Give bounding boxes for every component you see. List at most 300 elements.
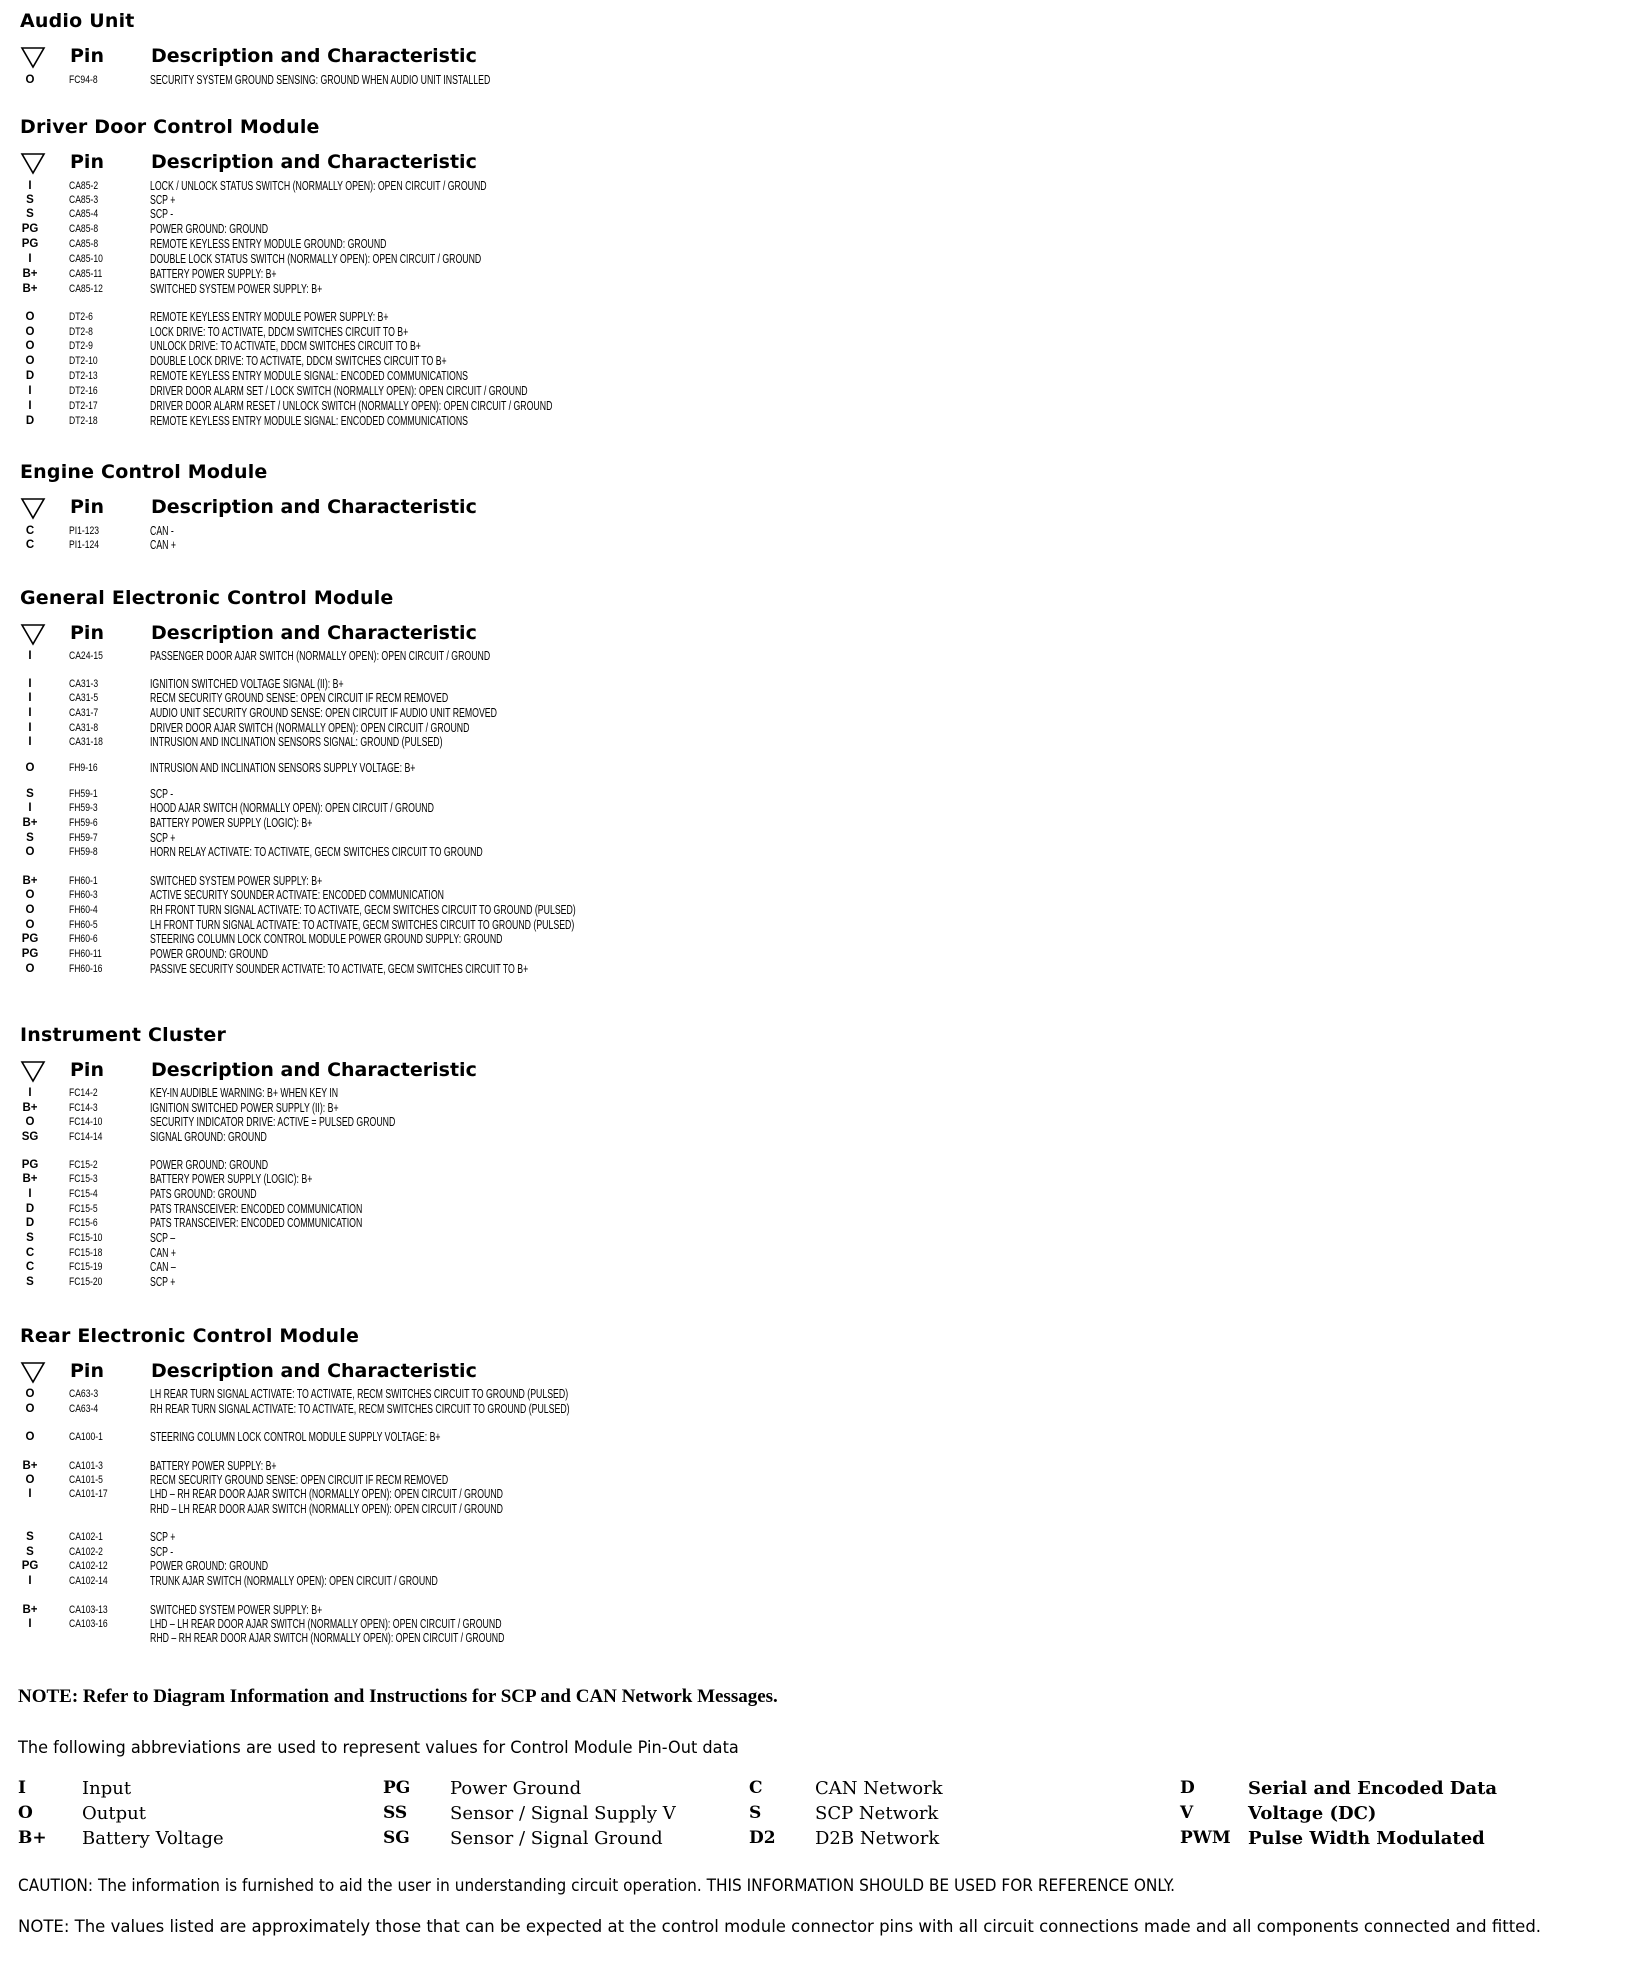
pin-id: FC15-4	[69, 1188, 98, 1200]
pin-id: DT2-16	[69, 385, 98, 397]
pin-row	[0, 845, 820, 860]
pin-id: FH59-7	[69, 832, 98, 844]
pin-id: CA102-2	[69, 1546, 103, 1558]
signal-type-code: O	[25, 355, 35, 367]
pin-row	[0, 1158, 820, 1173]
signal-type-code: PG	[21, 933, 39, 945]
pin-description: SECURITY SYSTEM GROUND SENSING: GROUND WHEN AUDIO UNIT INSTALLED	[150, 73, 491, 87]
pin-row	[0, 1086, 820, 1101]
signal-type-code: I	[28, 253, 32, 265]
pin-row	[0, 1187, 820, 1202]
pin-id: CA63-3	[69, 1388, 99, 1400]
pin-id: PI1-124	[69, 539, 100, 551]
module-title: General Electronic Control Module	[20, 587, 394, 609]
pin-id: CA102-14	[69, 1575, 108, 1587]
pin-row	[0, 831, 820, 846]
signal-type-code: S	[26, 832, 34, 844]
pin-description: RH FRONT TURN SIGNAL ACTIVATE: TO ACTIVATE, GECM SWITCHES CIRCUIT TO GROUND (PULSED)	[150, 903, 576, 917]
pin-description: CAN +	[150, 538, 177, 552]
signal-type-code: O	[25, 904, 35, 916]
signal-type-code: PG	[21, 238, 39, 250]
pin-row	[0, 706, 820, 721]
pin-description: LOCK DRIVE: TO ACTIVATE, DDCM SWITCHES CIRCUIT TO B+	[150, 325, 409, 339]
pin-row	[0, 1115, 820, 1130]
pin-id: CA85-10	[69, 253, 103, 265]
pin-row	[0, 691, 820, 706]
pin-description: INTRUSION AND INCLINATION SENSORS SIGNAL: GROUND (PULSED)	[150, 735, 443, 749]
direction-triangle-icon	[20, 45, 46, 69]
pin-id: FC15-18	[69, 1247, 103, 1259]
module-title: Engine Control Module	[20, 461, 268, 483]
pin-description: RHD – RH REAR DOOR AJAR SWITCH (NORMALLY OPEN): OPEN CIRCUIT / GROUND	[150, 1631, 505, 1645]
signal-type-code: O	[25, 340, 35, 352]
signal-type-code: I	[28, 1488, 32, 1500]
module-title: Instrument Cluster	[20, 1024, 227, 1046]
pin-row	[0, 1172, 820, 1187]
pin-description: UNLOCK DRIVE: TO ACTIVATE, DDCM SWITCHES CIRCUIT TO B+	[150, 339, 421, 353]
pin-row	[0, 524, 820, 539]
pin-id: FC14-10	[69, 1116, 103, 1128]
legend-label: CAN Network	[815, 1778, 943, 1799]
pin-id: DT2-8	[69, 326, 93, 338]
pin-id: DT2-18	[69, 415, 98, 427]
pin-id: CA31-8	[69, 722, 99, 734]
pin-description: IGNITION SWITCHED POWER SUPPLY (II): B+	[150, 1101, 339, 1115]
pin-description: POWER GROUND: GROUND	[150, 222, 269, 236]
pin-description: RH REAR TURN SIGNAL ACTIVATE: TO ACTIVATE, RECM SWITCHES CIRCUIT TO GROUND (PULSED)	[150, 1402, 570, 1416]
pin-description: SWITCHED SYSTEM POWER SUPPLY: B+	[150, 1603, 323, 1617]
legend-label: Pulse Width Modulated	[1248, 1828, 1485, 1849]
pin-description: HOOD AJAR SWITCH (NORMALLY OPEN): OPEN CIRCUIT / GROUND	[150, 801, 434, 815]
direction-triangle-icon	[20, 1360, 46, 1384]
pin-row	[0, 1545, 820, 1560]
pin-id: FH59-3	[69, 802, 98, 814]
pin-description: SCP –	[150, 1231, 176, 1245]
description-column-header: Description and Characteristic	[151, 1360, 477, 1382]
pin-description: PASSIVE SECURITY SOUNDER ACTIVATE: TO ACTIVATE, GECM SWITCHES CIRCUIT TO B+	[150, 962, 529, 976]
pin-id: PI1-123	[69, 525, 100, 537]
pin-id: CA85-4	[69, 208, 99, 220]
pin-description: REMOTE KEYLESS ENTRY MODULE POWER SUPPLY: B+	[150, 310, 389, 324]
pin-row	[0, 1487, 820, 1502]
signal-type-code: C	[25, 525, 35, 537]
signal-type-code: C	[25, 1261, 35, 1273]
pin-id: DT2-17	[69, 400, 98, 412]
signal-type-code: S	[26, 788, 34, 800]
pin-row	[0, 538, 820, 553]
signal-type-code: PG	[21, 223, 39, 235]
abbreviation-legend	[0, 1778, 1632, 1858]
pin-description: ACTIVE SECURITY SOUNDER ACTIVATE: ENCODED COMMUNICATION	[150, 888, 444, 902]
pin-description: RHD – LH REAR DOOR AJAR SWITCH (NORMALLY OPEN): OPEN CIRCUIT / GROUND	[150, 1502, 503, 1516]
signal-type-code: O	[25, 74, 35, 86]
pin-row	[0, 1275, 820, 1290]
pin-row	[0, 179, 820, 194]
pin-description: RECM SECURITY GROUND SENSE: OPEN CIRCUIT IF RECM REMOVED	[150, 691, 449, 705]
pin-row	[0, 1231, 820, 1246]
pin-row	[0, 325, 820, 340]
legend-code: PG	[383, 1778, 411, 1798]
pin-row	[0, 1430, 820, 1445]
pin-description: LHD – RH REAR DOOR AJAR SWITCH (NORMALLY OPEN): OPEN CIRCUIT / GROUND	[150, 1487, 503, 1501]
signal-type-code: S	[26, 1531, 34, 1543]
pin-id: FC14-14	[69, 1131, 103, 1143]
pin-description: SCP +	[150, 1275, 176, 1289]
legend-label: Voltage (DC)	[1248, 1803, 1377, 1824]
signal-type-code: O	[25, 846, 35, 858]
signal-type-code: O	[25, 919, 35, 931]
legend-label: Sensor / Signal Ground	[450, 1828, 663, 1849]
pin-column-header: Pin	[70, 1360, 104, 1382]
pin-id: FH59-6	[69, 817, 98, 829]
pin-row	[0, 1260, 820, 1275]
signal-type-code: B+	[22, 817, 38, 829]
pin-id: CA85-12	[69, 283, 103, 295]
pin-row	[0, 1402, 820, 1417]
pin-row	[0, 384, 820, 399]
signal-type-code: I	[28, 180, 32, 192]
direction-triangle-icon	[20, 1059, 46, 1083]
pin-column-header: Pin	[70, 622, 104, 644]
pin-description: BATTERY POWER SUPPLY (LOGIC): B+	[150, 816, 313, 830]
pin-row	[0, 1617, 820, 1632]
pin-description: KEY-IN AUDIBLE WARNING: B+ WHEN KEY IN	[150, 1086, 339, 1100]
pin-description: STEERING COLUMN LOCK CONTROL MODULE POWER GROUND SUPPLY: GROUND	[150, 932, 503, 946]
pin-id: FH60-3	[69, 889, 98, 901]
signal-type-code: I	[28, 692, 32, 704]
pin-row	[0, 354, 820, 369]
pin-description: PATS GROUND: GROUND	[150, 1187, 257, 1201]
pin-row	[0, 1502, 820, 1517]
pin-column-header: Pin	[70, 496, 104, 518]
signal-type-code: I	[28, 802, 32, 814]
pin-row	[0, 787, 820, 802]
pin-row	[0, 932, 820, 947]
pin-id: FC15-6	[69, 1217, 98, 1229]
pin-row	[0, 1387, 820, 1402]
module-title: Audio Unit	[20, 10, 135, 32]
legend-code: SS	[383, 1803, 408, 1823]
signal-type-code: S	[26, 194, 34, 206]
pin-id: FH59-8	[69, 846, 98, 858]
pin-id: CA101-17	[69, 1488, 108, 1500]
signal-type-code: D	[25, 1217, 35, 1229]
pin-description: LH FRONT TURN SIGNAL ACTIVATE: TO ACTIVATE, GECM SWITCHES CIRCUIT TO GROUND (PULSED)	[150, 918, 575, 932]
signal-type-code: I	[28, 678, 32, 690]
pin-id: CA31-18	[69, 736, 103, 748]
pin-description: DRIVER DOOR AJAR SWITCH (NORMALLY OPEN): OPEN CIRCUIT / GROUND	[150, 721, 470, 735]
caution-note: CAUTION: The information is furnished to aid the user in understanding circuit operation. THIS INFORMATION SHOULD BE USED FOR REFERENCE ONLY.	[18, 1876, 1176, 1895]
pin-id: DT2-6	[69, 311, 93, 323]
signal-type-code: B+	[22, 283, 38, 295]
pin-row	[0, 677, 820, 692]
signal-type-code: I	[28, 736, 32, 748]
legend-code: I	[18, 1778, 26, 1798]
pin-description: IGNITION SWITCHED VOLTAGE SIGNAL (II): B+	[150, 677, 344, 691]
signal-type-code: S	[26, 1276, 34, 1288]
description-column-header: Description and Characteristic	[151, 151, 477, 173]
column-header	[0, 621, 800, 651]
direction-triangle-icon	[20, 622, 46, 646]
signal-type-code: D	[25, 370, 35, 382]
pin-description: RECM SECURITY GROUND SENSE: OPEN CIRCUIT IF RECM REMOVED	[150, 1473, 449, 1487]
pin-description: AUDIO UNIT SECURITY GROUND SENSE: OPEN CIRCUIT IF AUDIO UNIT REMOVED	[150, 706, 497, 720]
signal-type-code: I	[28, 707, 32, 719]
pin-id: FC94-8	[69, 74, 98, 86]
pin-description: SECURITY INDICATOR DRIVE: ACTIVE = PULSED GROUND	[150, 1115, 396, 1129]
column-header	[0, 150, 800, 180]
pin-description: SCP -	[150, 787, 174, 801]
pin-id: DT2-10	[69, 355, 98, 367]
pin-id: CA102-12	[69, 1560, 108, 1572]
pin-row	[0, 252, 820, 267]
signal-type-code: S	[26, 1546, 34, 1558]
column-header	[0, 1359, 800, 1389]
pin-column-header: Pin	[70, 45, 104, 67]
pin-description: STEERING COLUMN LOCK CONTROL MODULE SUPPLY VOLTAGE: B+	[150, 1430, 441, 1444]
pin-description: SCP -	[150, 207, 174, 221]
legend-label: Serial and Encoded Data	[1248, 1778, 1498, 1799]
pin-id: CA24-15	[69, 650, 103, 662]
pin-id: FH59-1	[69, 788, 98, 800]
pin-row	[0, 874, 820, 889]
signal-type-code: PG	[21, 1560, 39, 1572]
pin-row	[0, 903, 820, 918]
pin-row	[0, 947, 820, 962]
pin-row	[0, 414, 820, 429]
signal-type-code: I	[28, 1618, 32, 1630]
signal-type-code: B+	[22, 1173, 38, 1185]
pin-id: FC15-2	[69, 1159, 98, 1171]
pin-description: SCP +	[150, 193, 176, 207]
description-column-header: Description and Characteristic	[151, 622, 477, 644]
legend-code: S	[749, 1803, 762, 1823]
abbreviations-intro: The following abbreviations are used to represent values for Control Module Pin-Out data	[18, 1738, 739, 1758]
signal-type-code: I	[28, 1087, 32, 1099]
pin-row	[0, 1216, 820, 1231]
pin-row	[0, 735, 820, 750]
pin-id: FH60-11	[69, 948, 102, 960]
pin-id: CA31-3	[69, 678, 99, 690]
pin-row	[0, 962, 820, 977]
signal-type-code: O	[25, 1474, 35, 1486]
pin-id: FH9-16	[69, 762, 98, 774]
direction-triangle-icon	[20, 151, 46, 175]
signal-type-code: PG	[21, 1159, 39, 1171]
pin-row	[0, 888, 820, 903]
pin-description: REMOTE KEYLESS ENTRY MODULE GROUND: GROUND	[150, 237, 387, 251]
signal-type-code: S	[26, 208, 34, 220]
module-title: Rear Electronic Control Module	[20, 1325, 360, 1347]
pin-description: DOUBLE LOCK STATUS SWITCH (NORMALLY OPEN): OPEN CIRCUIT / GROUND	[150, 252, 482, 266]
description-column-header: Description and Characteristic	[151, 45, 477, 67]
pin-description: POWER GROUND: GROUND	[150, 947, 269, 961]
pin-description: TRUNK AJAR SWITCH (NORMALLY OPEN): OPEN CIRCUIT / GROUND	[150, 1574, 438, 1588]
pin-description: SWITCHED SYSTEM POWER SUPPLY: B+	[150, 282, 323, 296]
signal-type-code: O	[25, 1431, 35, 1443]
signal-type-code: O	[25, 762, 35, 774]
pin-row	[0, 1473, 820, 1488]
legend-label: Sensor / Signal Supply V	[450, 1803, 676, 1824]
pin-description: SCP -	[150, 1545, 174, 1559]
pin-description: LHD – LH REAR DOOR AJAR SWITCH (NORMALLY OPEN): OPEN CIRCUIT / GROUND	[150, 1617, 502, 1631]
pin-row	[0, 339, 820, 354]
pin-description: POWER GROUND: GROUND	[150, 1158, 269, 1172]
pin-description: PASSENGER DOOR AJAR SWITCH (NORMALLY OPEN): OPEN CIRCUIT / GROUND	[150, 649, 491, 663]
pin-row	[0, 207, 820, 222]
pin-description: SIGNAL GROUND: GROUND	[150, 1130, 267, 1144]
pin-description: BATTERY POWER SUPPLY: B+	[150, 267, 277, 281]
pin-row	[0, 816, 820, 831]
pin-id: CA31-7	[69, 707, 99, 719]
pin-description: CAN –	[150, 1260, 176, 1274]
signal-type-code: I	[28, 1188, 32, 1200]
legend-label: Battery Voltage	[82, 1828, 224, 1849]
pin-row	[0, 918, 820, 933]
pin-description: INTRUSION AND INCLINATION SENSORS SUPPLY VOLTAGE: B+	[150, 761, 416, 775]
legend-code: B+	[18, 1828, 47, 1848]
signal-type-code: B+	[22, 1460, 38, 1472]
pin-column-header: Pin	[70, 1059, 104, 1081]
legend-label: Output	[82, 1803, 146, 1824]
pin-description: SCP +	[150, 831, 176, 845]
signal-type-code: I	[28, 385, 32, 397]
pin-row	[0, 761, 820, 776]
pin-row	[0, 310, 820, 325]
pin-description: CAN +	[150, 1246, 177, 1260]
legend-label: SCP Network	[815, 1803, 939, 1824]
legend-code: PWM	[1180, 1828, 1231, 1848]
pin-description: PATS TRANSCEIVER: ENCODED COMMUNICATION	[150, 1216, 363, 1230]
signal-type-code: B+	[22, 268, 38, 280]
pin-description: LOCK / UNLOCK STATUS SWITCH (NORMALLY OPEN): OPEN CIRCUIT / GROUND	[150, 179, 487, 193]
pin-description: SCP +	[150, 1530, 176, 1544]
signal-type-code: D	[25, 1203, 35, 1215]
pin-description: BATTERY POWER SUPPLY: B+	[150, 1459, 277, 1473]
signal-type-code: B+	[22, 1102, 38, 1114]
signal-type-code: O	[25, 1403, 35, 1415]
signal-type-code: B+	[22, 875, 38, 887]
pin-id: FC15-19	[69, 1261, 103, 1273]
legend-label: Input	[82, 1778, 132, 1799]
pin-row	[0, 649, 820, 664]
pin-description: PATS TRANSCEIVER: ENCODED COMMUNICATION	[150, 1202, 363, 1216]
pin-id: FH60-4	[69, 904, 98, 916]
pin-description: REMOTE KEYLESS ENTRY MODULE SIGNAL: ENCODED COMMUNICATIONS	[150, 369, 468, 383]
pin-description: CAN -	[150, 524, 174, 538]
pin-description: POWER GROUND: GROUND	[150, 1559, 269, 1573]
direction-triangle-icon	[20, 496, 46, 520]
pin-id: CA31-5	[69, 692, 99, 704]
legend-label: Power Ground	[450, 1778, 582, 1799]
signal-type-code: O	[25, 311, 35, 323]
pin-column-header: Pin	[70, 151, 104, 173]
pin-row	[0, 1530, 820, 1545]
signal-type-code: O	[25, 1116, 35, 1128]
pin-row	[0, 721, 820, 736]
signal-type-code: O	[25, 889, 35, 901]
legend-code: C	[749, 1778, 763, 1798]
signal-type-code: O	[25, 963, 35, 975]
pin-id: CA85-8	[69, 223, 99, 235]
signal-type-code: D	[25, 415, 35, 427]
column-header	[0, 1058, 800, 1088]
pin-row	[0, 237, 820, 252]
pin-description: LH REAR TURN SIGNAL ACTIVATE: TO ACTIVATE, RECM SWITCHES CIRCUIT TO GROUND (PULSED)	[150, 1387, 569, 1401]
pin-id: CA103-13	[69, 1604, 108, 1616]
signal-type-code: S	[26, 1232, 34, 1244]
network-note: NOTE: Refer to Diagram Information and Instructions for SCP and CAN Network Messages.	[18, 1686, 778, 1707]
pin-id: CA85-2	[69, 180, 99, 192]
signal-type-code: I	[28, 722, 32, 734]
signal-type-code: I	[28, 400, 32, 412]
pin-id: FC15-20	[69, 1276, 103, 1288]
column-header	[0, 495, 800, 525]
signal-type-code: SG	[21, 1131, 39, 1143]
pin-id: FC14-2	[69, 1087, 98, 1099]
pin-row	[0, 222, 820, 237]
signal-type-code: B+	[22, 1604, 38, 1616]
pin-id: DT2-9	[69, 340, 93, 352]
signal-type-code: C	[25, 539, 35, 551]
pin-id: FH60-6	[69, 933, 98, 945]
pin-id: FC14-3	[69, 1102, 98, 1114]
pin-description: DRIVER DOOR ALARM RESET / UNLOCK SWITCH (NORMALLY OPEN): OPEN CIRCUIT / GROUND	[150, 399, 553, 413]
pin-row	[0, 1559, 820, 1574]
pin-row	[0, 1603, 820, 1618]
signal-type-code: O	[25, 1388, 35, 1400]
pin-id: CA100-1	[69, 1431, 103, 1443]
pin-description: REMOTE KEYLESS ENTRY MODULE SIGNAL: ENCODED COMMUNICATIONS	[150, 414, 468, 428]
signal-type-code: O	[25, 326, 35, 338]
pin-id: DT2-13	[69, 370, 98, 382]
pin-id: FC15-3	[69, 1173, 98, 1185]
pin-id: CA101-3	[69, 1460, 103, 1472]
pin-row	[0, 1130, 820, 1145]
legend-code: D2	[749, 1828, 776, 1848]
pin-row	[0, 399, 820, 414]
values-note: NOTE: The values listed are approximately those that can be expected at the control module connector pins with all circuit connections made and all components connected and fitted.	[18, 1917, 1542, 1936]
signal-type-code: I	[28, 650, 32, 662]
signal-type-code: C	[25, 1247, 35, 1259]
module-title: Driver Door Control Module	[20, 116, 320, 138]
legend-label: D2B Network	[815, 1828, 940, 1849]
pin-description: HORN RELAY ACTIVATE: TO ACTIVATE, GECM SWITCHES CIRCUIT TO GROUND	[150, 845, 483, 859]
pin-row	[0, 1246, 820, 1261]
pin-id: CA85-11	[69, 268, 103, 280]
pin-row	[0, 1202, 820, 1217]
signal-type-code: PG	[21, 948, 39, 960]
pin-id: CA102-1	[69, 1531, 103, 1543]
pin-id: CA101-5	[69, 1474, 103, 1486]
pin-row	[0, 1101, 820, 1116]
pin-row	[0, 267, 820, 282]
signal-type-code: I	[28, 1575, 32, 1587]
description-column-header: Description and Characteristic	[151, 496, 477, 518]
legend-code: SG	[383, 1828, 410, 1848]
legend-code: D	[1180, 1778, 1195, 1798]
pin-description: SWITCHED SYSTEM POWER SUPPLY: B+	[150, 874, 323, 888]
pin-row	[0, 73, 820, 88]
pin-row	[0, 1631, 820, 1646]
pin-row	[0, 282, 820, 297]
pin-id: FC15-5	[69, 1203, 98, 1215]
pin-id: FH60-5	[69, 919, 98, 931]
pin-row	[0, 1574, 820, 1589]
pin-description: BATTERY POWER SUPPLY (LOGIC): B+	[150, 1172, 313, 1186]
pin-id: CA103-16	[69, 1618, 108, 1630]
pin-description: DOUBLE LOCK DRIVE: TO ACTIVATE, DDCM SWITCHES CIRCUIT TO B+	[150, 354, 447, 368]
